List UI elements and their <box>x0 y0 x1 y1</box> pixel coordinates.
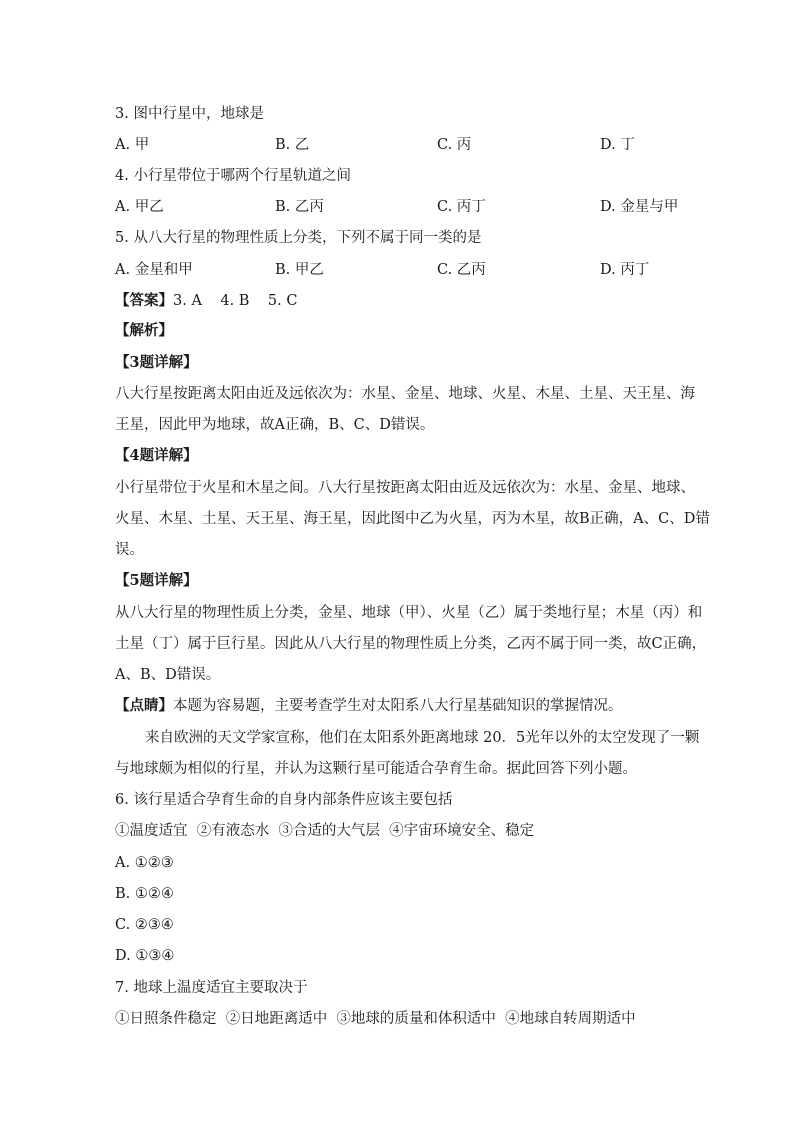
option-c: C. 丙 <box>437 137 472 153</box>
passage-line-2: 与地球颇为相似的行星，并认为这颗行星可能适合孕育生命。据此回答下列小题。 <box>115 761 637 777</box>
option-d: D. 金星与甲 <box>600 199 679 215</box>
answer-line <box>115 291 695 311</box>
comment-label: 【点睛】 <box>115 697 173 714</box>
option-a: A. 甲乙 <box>115 199 164 215</box>
option-a: A. 甲 <box>115 137 150 153</box>
question-6-option-d: D. ①③④ <box>115 948 175 964</box>
detail-5-line-1: 从八大行星的物理性质上分类，金星、地球（甲）、火星（乙）属于类地行星；木星（丙）和 <box>115 605 703 621</box>
option-a: A. 金星和甲 <box>115 262 193 278</box>
detail-5-line-3: A、B、D错误。 <box>115 667 221 683</box>
detail-3-heading: 【3题详解】 <box>115 354 198 371</box>
question-7-conditions: ①日照条件稳定 ②日地距离适中 ③地球的质量和体积适中 ④地球自转周期适中 <box>115 1011 636 1027</box>
question-7-stem: 7. 地球上温度适宜主要取决于 <box>115 980 308 996</box>
question-6-stem: 6. 该行星适合孕育生命的自身内部条件应该主要包括 <box>115 792 453 808</box>
option-b: B. 乙丙 <box>275 199 324 215</box>
option-d: D. 丁 <box>600 137 635 153</box>
question-6-option-a: A. ①②③ <box>115 855 174 871</box>
passage-line-1: 来自欧洲的天文学家宣称，他们在太阳系外距离地球 20．5光年以外的太空发现了一颗 <box>145 730 700 746</box>
comment-line <box>115 696 695 716</box>
detail-3-line-1: 八大行星按距离太阳由近及远依次为：水星、金星、地球、火星、木星、土星、天王星、海 <box>115 386 695 402</box>
detail-3-line-2: 王星，因此甲为地球，故A正确，B、C、D错误。 <box>115 417 435 433</box>
question-3-stem: 3. 图中行星中，地球是 <box>115 106 264 122</box>
detail-4-line-1: 小行星带位于火星和木星之间。八大行星按距离太阳由近及远依次为：水星、金星、地球、 <box>115 480 695 496</box>
detail-4-heading: 【4题详解】 <box>115 447 198 464</box>
answer-label: 【答案】 <box>115 292 173 309</box>
analysis-heading: 【解析】 <box>115 322 173 339</box>
detail-5-line-2: 土星（丁）属于巨行星。因此从八大行星的物理性质上分类，乙丙不属于同一类，故C正确， <box>115 636 707 652</box>
detail-4-line-2: 火星、木星、土星、天王星、海王星，因此图中乙为火星，丙为木星，故B正确，A、C、D错 <box>115 511 710 527</box>
question-3-options <box>115 135 695 155</box>
option-b: B. 甲乙 <box>275 262 324 278</box>
question-5-options <box>115 260 695 280</box>
question-4-stem: 4. 小行星带位于哪两个行星轨道之间 <box>115 168 351 184</box>
question-6-option-c: C. ②③④ <box>115 917 174 933</box>
option-b: B. 乙 <box>275 137 310 153</box>
option-c: C. 丙丁 <box>437 199 486 215</box>
detail-4-line-3: 误。 <box>115 542 144 558</box>
option-c: C. 乙丙 <box>437 262 486 278</box>
option-d: D. 丙丁 <box>600 262 650 278</box>
question-5-stem: 5. 从八大行星的物理性质上分类，下列不属于同一类的是 <box>115 230 482 246</box>
answer-text: 3. A 4. B 5. C <box>173 293 298 309</box>
question-4-options <box>115 197 695 217</box>
comment-text: 本题为容易题，主要考查学生对太阳系八大行星基础知识的掌握情况。 <box>173 698 623 714</box>
question-6-conditions: ①温度适宜 ②有液态水 ③合适的大气层 ④宇宙环境安全、稳定 <box>115 823 535 839</box>
detail-5-heading: 【5题详解】 <box>115 572 198 589</box>
question-6-option-b: B. ①②④ <box>115 886 174 902</box>
